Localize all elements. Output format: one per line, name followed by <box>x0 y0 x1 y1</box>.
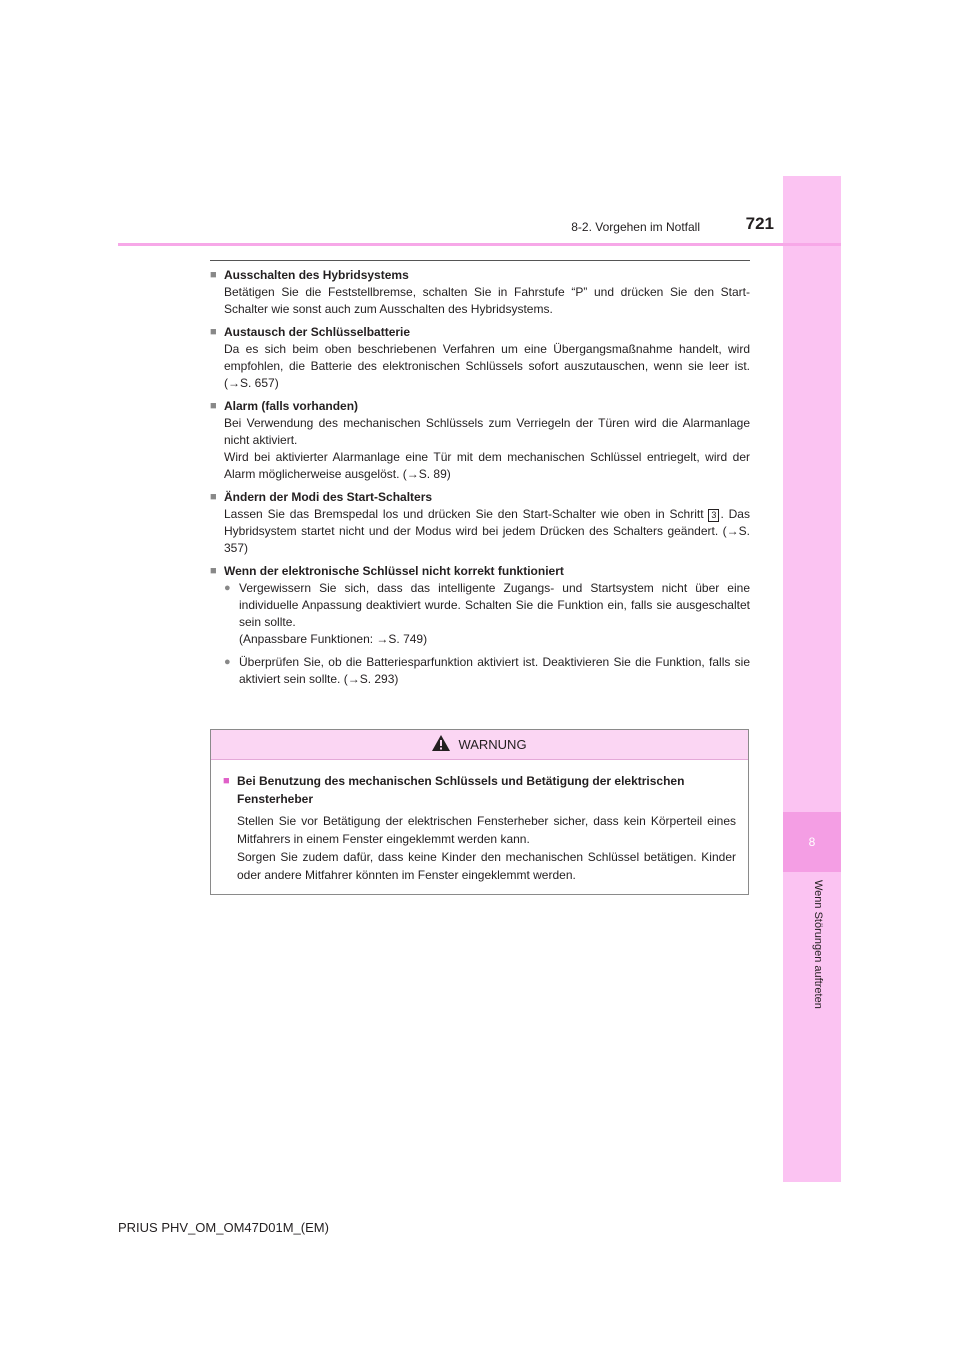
list-item: ● Überprüfen Sie, ob die Batteriesparfunktion aktiviert ist. Deaktivieren Sie die Funktion, falls sie aktiviert sein sollte. (→S. 293) <box>224 655 750 686</box>
document-id: PRIUS PHV_OM_OM47D01M_(EM) <box>118 1220 329 1235</box>
entry-text: Lassen Sie das Bremspedal los und drücken Sie den Start-Schalter wie oben in Schritt 3 . Das Hybridsystem startet nicht und der Modus wird bei jedem Drücken des Schalters geändert. (→S. 357) <box>224 507 750 555</box>
entry-key-battery <box>210 324 750 392</box>
chapter-number: 8 <box>783 812 841 872</box>
entry-heading: Ausschalten des Hybridsystems <box>224 268 409 282</box>
square-bullet-icon: ■ <box>223 775 230 787</box>
header-rule <box>118 243 841 246</box>
warning-text: Stellen Sie vor Betätigung der elektrischen Fensterheber sicher, dass kein Körperteil eines Mitfahrers in einem Fenster eingeklemmt werden kann. <box>237 814 736 846</box>
warning-heading: Bei Benutzung des mechanischen Schlüssels und Betätigung der elektrischen Fensterheber <box>237 774 685 806</box>
warning-text: Sorgen Sie zudem dafür, dass keine Kinder den mechanischen Schlüssel betätigen. Kinder oder andere Mitfahrer könnten im Fenster eingeklemmt werden. <box>237 850 736 882</box>
entry-text: Da es sich beim oben beschriebenen Verfahren um eine Übergangsmaßnahme handelt, wird empfohlen, die Batterie des elektronischen Schlüssels sofort auszutauschen, wenn sie leer ist. (→S. 657) <box>224 342 750 390</box>
round-bullet-icon: ● <box>224 582 231 594</box>
square-bullet-icon: ■ <box>210 565 217 577</box>
entry-text: Betätigen Sie die Feststellbremse, schalten Sie in Fahrstufe “P” und drücken Sie den Start-Schalter wie sonst auch zum Ausschalten des Hybridsystems. <box>224 285 750 316</box>
square-bullet-icon: ■ <box>210 491 217 503</box>
entry-hybrid-off <box>210 267 750 318</box>
entry-heading: Wenn der elektronische Schlüssel nicht korrekt funktioniert <box>224 564 564 578</box>
square-bullet-icon: ■ <box>210 269 217 281</box>
step-number-box: 3 <box>708 509 719 522</box>
entry-text: Wird bei aktivierter Alarmanlage eine Tür mit dem mechanischen Schlüssel entriegelt, wird der Alarm möglicherweise ausgelöst. (→S. 89) <box>224 450 750 481</box>
entry-text: Bei Verwendung des mechanischen Schlüssels zum Verriegeln der Türen wird die Alarmanlage nicht aktiviert. <box>224 416 750 447</box>
warning-triangle-icon <box>432 735 450 754</box>
square-bullet-icon: ■ <box>210 326 217 338</box>
entry-heading: Alarm (falls vorhanden) <box>224 399 359 413</box>
section-title: 8-2. Vorgehen im Notfall <box>571 220 700 234</box>
content-divider <box>210 260 750 261</box>
entry-key-malfunction <box>210 563 750 688</box>
round-bullet-icon: ● <box>224 656 231 668</box>
warning-box <box>210 729 749 895</box>
entry-heading: Austausch der Schlüsselbatterie <box>224 325 411 339</box>
entry-start-switch-modes <box>210 489 750 557</box>
list-item: ● Vergewissern Sie sich, dass das intelligente Zugangs- und Startsystem nicht über eine individuelle Anpassung deaktiviert wurde. Schalten Sie die Funktion ein, falls sie ausgeschaltet sein sollte. (Anpassbare Funktionen: →S. 749) <box>224 581 750 646</box>
warning-header <box>211 730 748 760</box>
page-number: 721 <box>745 214 774 233</box>
warning-title: WARNUNG <box>458 737 527 752</box>
entry-heading: Ändern der Modi des Start-Schalters <box>224 490 433 504</box>
square-bullet-icon: ■ <box>210 400 217 412</box>
chapter-title: Wenn Störungen auftreten <box>812 880 824 1009</box>
main-content <box>210 267 750 694</box>
entry-alarm <box>210 398 750 483</box>
warning-body <box>211 760 748 884</box>
